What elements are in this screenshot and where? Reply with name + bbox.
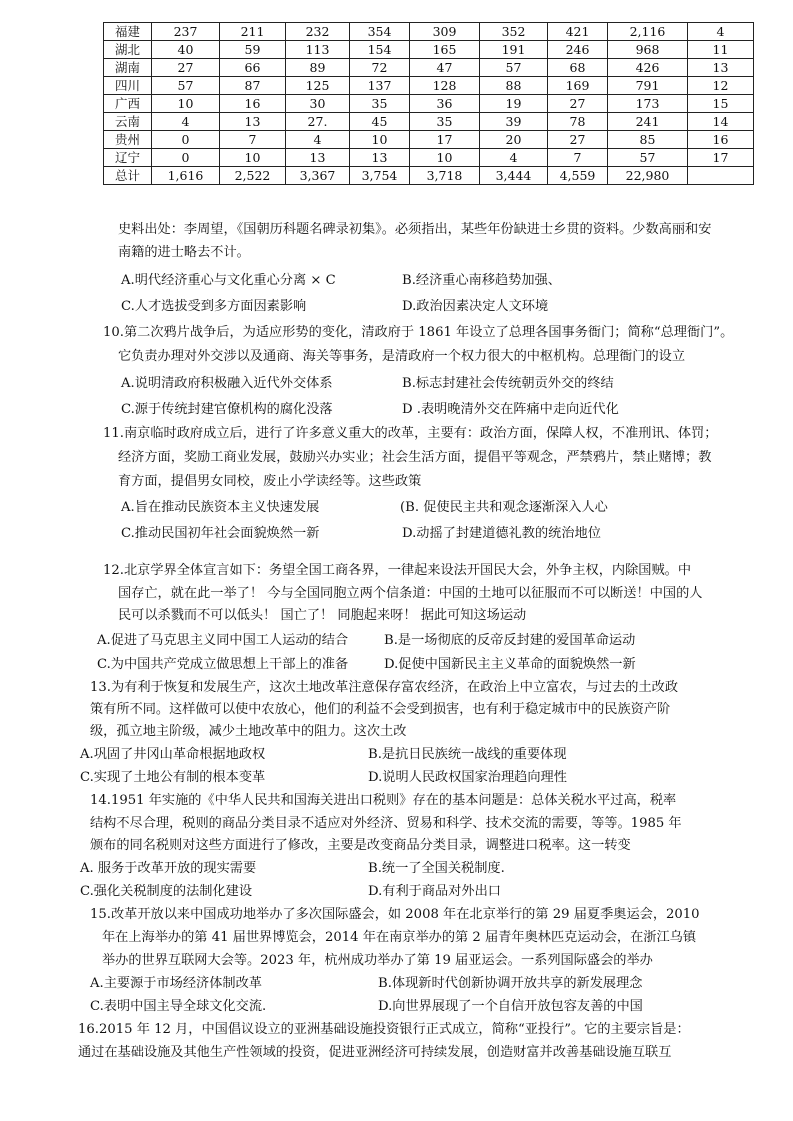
table-cell: 241	[608, 113, 688, 131]
table-cell: 59	[220, 41, 286, 59]
table-cell: 27	[548, 95, 608, 113]
table-cell: 791	[608, 77, 688, 95]
table-row	[104, 131, 754, 149]
table-row	[104, 95, 754, 113]
question-text: 它负责办理对外交涉以及通商、海关等事务，是清政府一个权力很大的中枢机构。总理衙门的设立	[118, 349, 686, 364]
option: C.为中国共产党成立做思想上干部上的准备	[97, 657, 349, 672]
table-cell: 352	[480, 23, 548, 41]
question-text: 国存亡，就在此一举了！ 今与全国同胞立两个信条道：中国的土地可以征服而不可以断送！中国的人	[118, 586, 703, 601]
table-cell: 湖北	[104, 41, 152, 59]
table-cell: 27	[548, 131, 608, 149]
table-cell: 3,444	[480, 167, 548, 185]
option: D.有利于商品对外出口	[368, 884, 501, 899]
table-cell: 89	[286, 59, 350, 77]
table-cell: 113	[286, 41, 350, 59]
question-text: 级，孤立地主阶级，减少土地改革中的阻力。这次土改	[90, 724, 407, 739]
option: C.实现了土地公有制的根本变革	[80, 770, 266, 785]
table-cell: 66	[220, 59, 286, 77]
table-row	[104, 77, 754, 95]
question-text: 经济方面，奖励工商业发展，鼓励兴办实业；社会生活方面，提倡平等观念，严禁鸦片，禁止赌博；教	[118, 450, 712, 465]
table-row	[104, 59, 754, 77]
table-cell: 35	[410, 113, 480, 131]
option: C.源于传统封建官僚机构的腐化没落	[121, 402, 333, 417]
table-cell: 421	[548, 23, 608, 41]
table-cell: 968	[608, 41, 688, 59]
table-cell: 78	[548, 113, 608, 131]
table-cell: 0	[152, 149, 220, 167]
option: B.统一了全国关税制度.	[368, 861, 505, 876]
option: A.明代经济重心与文化重心分离 × C	[121, 273, 336, 288]
option: A.旨在推动民族资本主义快速发展	[121, 500, 320, 515]
table-cell: 3,754	[350, 167, 410, 185]
option: C.强化关税制度的法制化建设	[80, 884, 253, 899]
table-cell	[688, 167, 754, 185]
question-text: 结构不尽合理，税则的商品分类目录不适应对外经济、贸易和科学、技术交流的需要，等等。1985 年	[90, 816, 682, 831]
table-cell: 总计	[104, 167, 152, 185]
option: D.促使中国新民主主义革命的面貌焕然一新	[384, 657, 636, 672]
option: A.巩固了井冈山革命根据地政权	[80, 747, 266, 762]
table-cell: 17	[688, 149, 754, 167]
question-text: 通过在基础设施及其他生产性领域的投资，促进亚洲经济可持续发展，创造财富并改善基础设施互联互	[78, 1045, 672, 1060]
table-cell: 12	[688, 77, 754, 95]
table-cell: 0	[152, 131, 220, 149]
table-cell: 72	[350, 59, 410, 77]
table-cell: 85	[608, 131, 688, 149]
table-cell: 2,116	[608, 23, 688, 41]
question-10: 10.第二次鸦片战争后，为适应形势的变化，清政府于 1861 年设立了总理各国事务衙门；简称“总理衙门”。	[103, 325, 734, 340]
option: C.推动民国初年社会面貌焕然一新	[121, 526, 320, 541]
table-cell: 39	[480, 113, 548, 131]
table-cell: 广西	[104, 95, 152, 113]
table-cell: 11	[688, 41, 754, 59]
option: B.是抗日民族统一战线的重要体现	[368, 747, 567, 762]
table-cell: 22,980	[608, 167, 688, 185]
table-cell: 125	[286, 77, 350, 95]
question-text: 民可以杀戮而不可以低头！ 国亡了！ 同胞起来呀！ 据此可知这场运动	[118, 608, 527, 623]
table-cell: 13	[350, 149, 410, 167]
table-cell: 47	[410, 59, 480, 77]
option: A.说明清政府积极融入近代外交体系	[121, 376, 333, 391]
question-13: 13.为有利于恢复和发展生产，这次土地改革注意保存富农经济，在政治上中立富农，与过去的土改政	[90, 680, 679, 695]
option: A. 服务于改革开放的现实需要	[80, 861, 257, 876]
option: A.促进了马克思主义同中国工人运动的结合	[97, 633, 349, 648]
table-cell: 4	[688, 23, 754, 41]
source-note: 史料出处：李周望，《国朝历科题名碑录初集》。必须指出，某些年份缺进士乡贯的资料。少数高丽和安	[118, 222, 712, 237]
option: D.向世界展现了一个自信开放包容友善的中国	[378, 999, 643, 1014]
question-text: 年在上海举办的第 41 届世界博览会，2014 年在南京举办的第 2 届青年奥林匹克运动会，在浙江乌镇	[102, 930, 697, 945]
table-cell: 17	[410, 131, 480, 149]
table-cell: 3,367	[286, 167, 350, 185]
table-cell: 10	[350, 131, 410, 149]
table-cell: 36	[410, 95, 480, 113]
table-cell: 7	[220, 131, 286, 149]
table-cell: 169	[548, 77, 608, 95]
option: B.体现新时代创新协调开放共享的新发展理念	[378, 976, 643, 991]
table-cell: 10	[152, 95, 220, 113]
question-15: 15.改革开放以来中国成功地举办了多次国际盛会，如 2008 年在北京举行的第 29 届夏季奥运会，2010	[90, 907, 700, 922]
table-cell: 232	[286, 23, 350, 41]
table-cell: 154	[350, 41, 410, 59]
table-cell: 88	[480, 77, 548, 95]
table-cell: 19	[480, 95, 548, 113]
table-cell: 211	[220, 23, 286, 41]
table-cell: 165	[410, 41, 480, 59]
option: C.表明中国主导全球文化交流.	[90, 999, 267, 1014]
table-cell: 237	[152, 23, 220, 41]
table-cell: 云南	[104, 113, 152, 131]
question-text: 举办的世界互联网大会等。2023 年，杭州成功举办了第 19 届亚运会。一系列国际盛会的举办	[102, 953, 653, 968]
question-text: 策有所不同。这样做可以使中农放心，他们的利益不会受到损害，也有利于稳定城市中的民族资产阶	[90, 702, 671, 717]
table-cell: 福建	[104, 23, 152, 41]
table-cell: 57	[152, 77, 220, 95]
table-cell: 4,559	[548, 167, 608, 185]
table-cell: 13	[688, 59, 754, 77]
table-cell: 四川	[104, 77, 152, 95]
table-cell: 16	[220, 95, 286, 113]
question-text: 颁布的同名税则对这些方面进行了修改，主要是改变商品分类目录，调整进口税率。这一转变	[90, 838, 631, 853]
table-cell: 13	[220, 113, 286, 131]
option: A.主要源于市场经济体制改革	[90, 976, 262, 991]
question-16: 16.2015 年 12 月，中国倡议设立的亚洲基础设施投资银行正式成立，简称“亚投行”。它的主要宗旨是：	[78, 1022, 690, 1037]
table-cell: 4	[286, 131, 350, 149]
table-cell: 13	[286, 149, 350, 167]
table-cell: 14	[688, 113, 754, 131]
table-cell: 3,718	[410, 167, 480, 185]
question-text: 育方面，提倡男女同校，废止小学读经等。这些政策	[118, 474, 422, 489]
table-cell: 1,616	[152, 167, 220, 185]
table-cell: 137	[350, 77, 410, 95]
table-cell: 贵州	[104, 131, 152, 149]
table-cell: 426	[608, 59, 688, 77]
option: D.说明人民政权国家治理趋向理性	[368, 770, 567, 785]
table-row	[104, 149, 754, 167]
table-cell: 15	[688, 95, 754, 113]
table-row	[104, 41, 754, 59]
source-note: 南籍的进士略去不计。	[118, 245, 250, 260]
table-cell: 246	[548, 41, 608, 59]
table-cell: 40	[152, 41, 220, 59]
table-body	[104, 23, 754, 185]
table-cell: 27	[152, 59, 220, 77]
table-cell: 7	[548, 149, 608, 167]
table-cell: 68	[548, 59, 608, 77]
table-cell: 30	[286, 95, 350, 113]
table-cell: 57	[608, 149, 688, 167]
table-cell: 354	[350, 23, 410, 41]
option: D .表明晚清外交在阵痛中走向近代化	[402, 402, 619, 417]
option: D.动摇了封建道德礼教的统治地位	[402, 526, 601, 541]
option: C.人才选拔受到多方面因素影响	[121, 299, 307, 314]
table-cell: 309	[410, 23, 480, 41]
option: D.政治因素决定人文环境	[402, 299, 549, 314]
option: (B. 促使民主共和观念逐渐深入人心	[400, 500, 608, 515]
table-cell: 191	[480, 41, 548, 59]
table-cell: 87	[220, 77, 286, 95]
jinshi-table	[103, 22, 754, 185]
table-cell: 4	[152, 113, 220, 131]
table-cell: 173	[608, 95, 688, 113]
table-cell: 10	[220, 149, 286, 167]
table-cell: 辽宁	[104, 149, 152, 167]
option: B.是一场彻底的反帝反封建的爱国革命运动	[384, 633, 636, 648]
option: B.标志封建社会传统朝贡外交的终结	[402, 376, 614, 391]
table-cell: 湖南	[104, 59, 152, 77]
table-cell: 27.	[286, 113, 350, 131]
table-cell: 45	[350, 113, 410, 131]
question-12: 12.北京学界全体宣言如下：务望全国工商各界，一律起来设法开国民大会，外争主权，内除国贼。中	[103, 563, 692, 578]
table-cell: 35	[350, 95, 410, 113]
table-cell: 128	[410, 77, 480, 95]
question-11: 11.南京临时政府成立后，进行了许多意义重大的改革，主要有：政治方面，保障人权，不准刑讯、体罚；	[103, 426, 718, 441]
table-cell: 57	[480, 59, 548, 77]
table-row	[104, 167, 754, 185]
table-row	[104, 113, 754, 131]
table-cell: 20	[480, 131, 548, 149]
table-row	[104, 23, 754, 41]
table-cell: 16	[688, 131, 754, 149]
option: B.经济重心南移趋势加强、	[402, 273, 561, 288]
question-14: 14.1951 年实施的《中华人民共和国海关进出口税则》存在的基本问题是：总体关税水平过高，税率	[90, 793, 677, 808]
table-cell: 10	[410, 149, 480, 167]
table-cell: 2,522	[220, 167, 286, 185]
table-cell: 4	[480, 149, 548, 167]
